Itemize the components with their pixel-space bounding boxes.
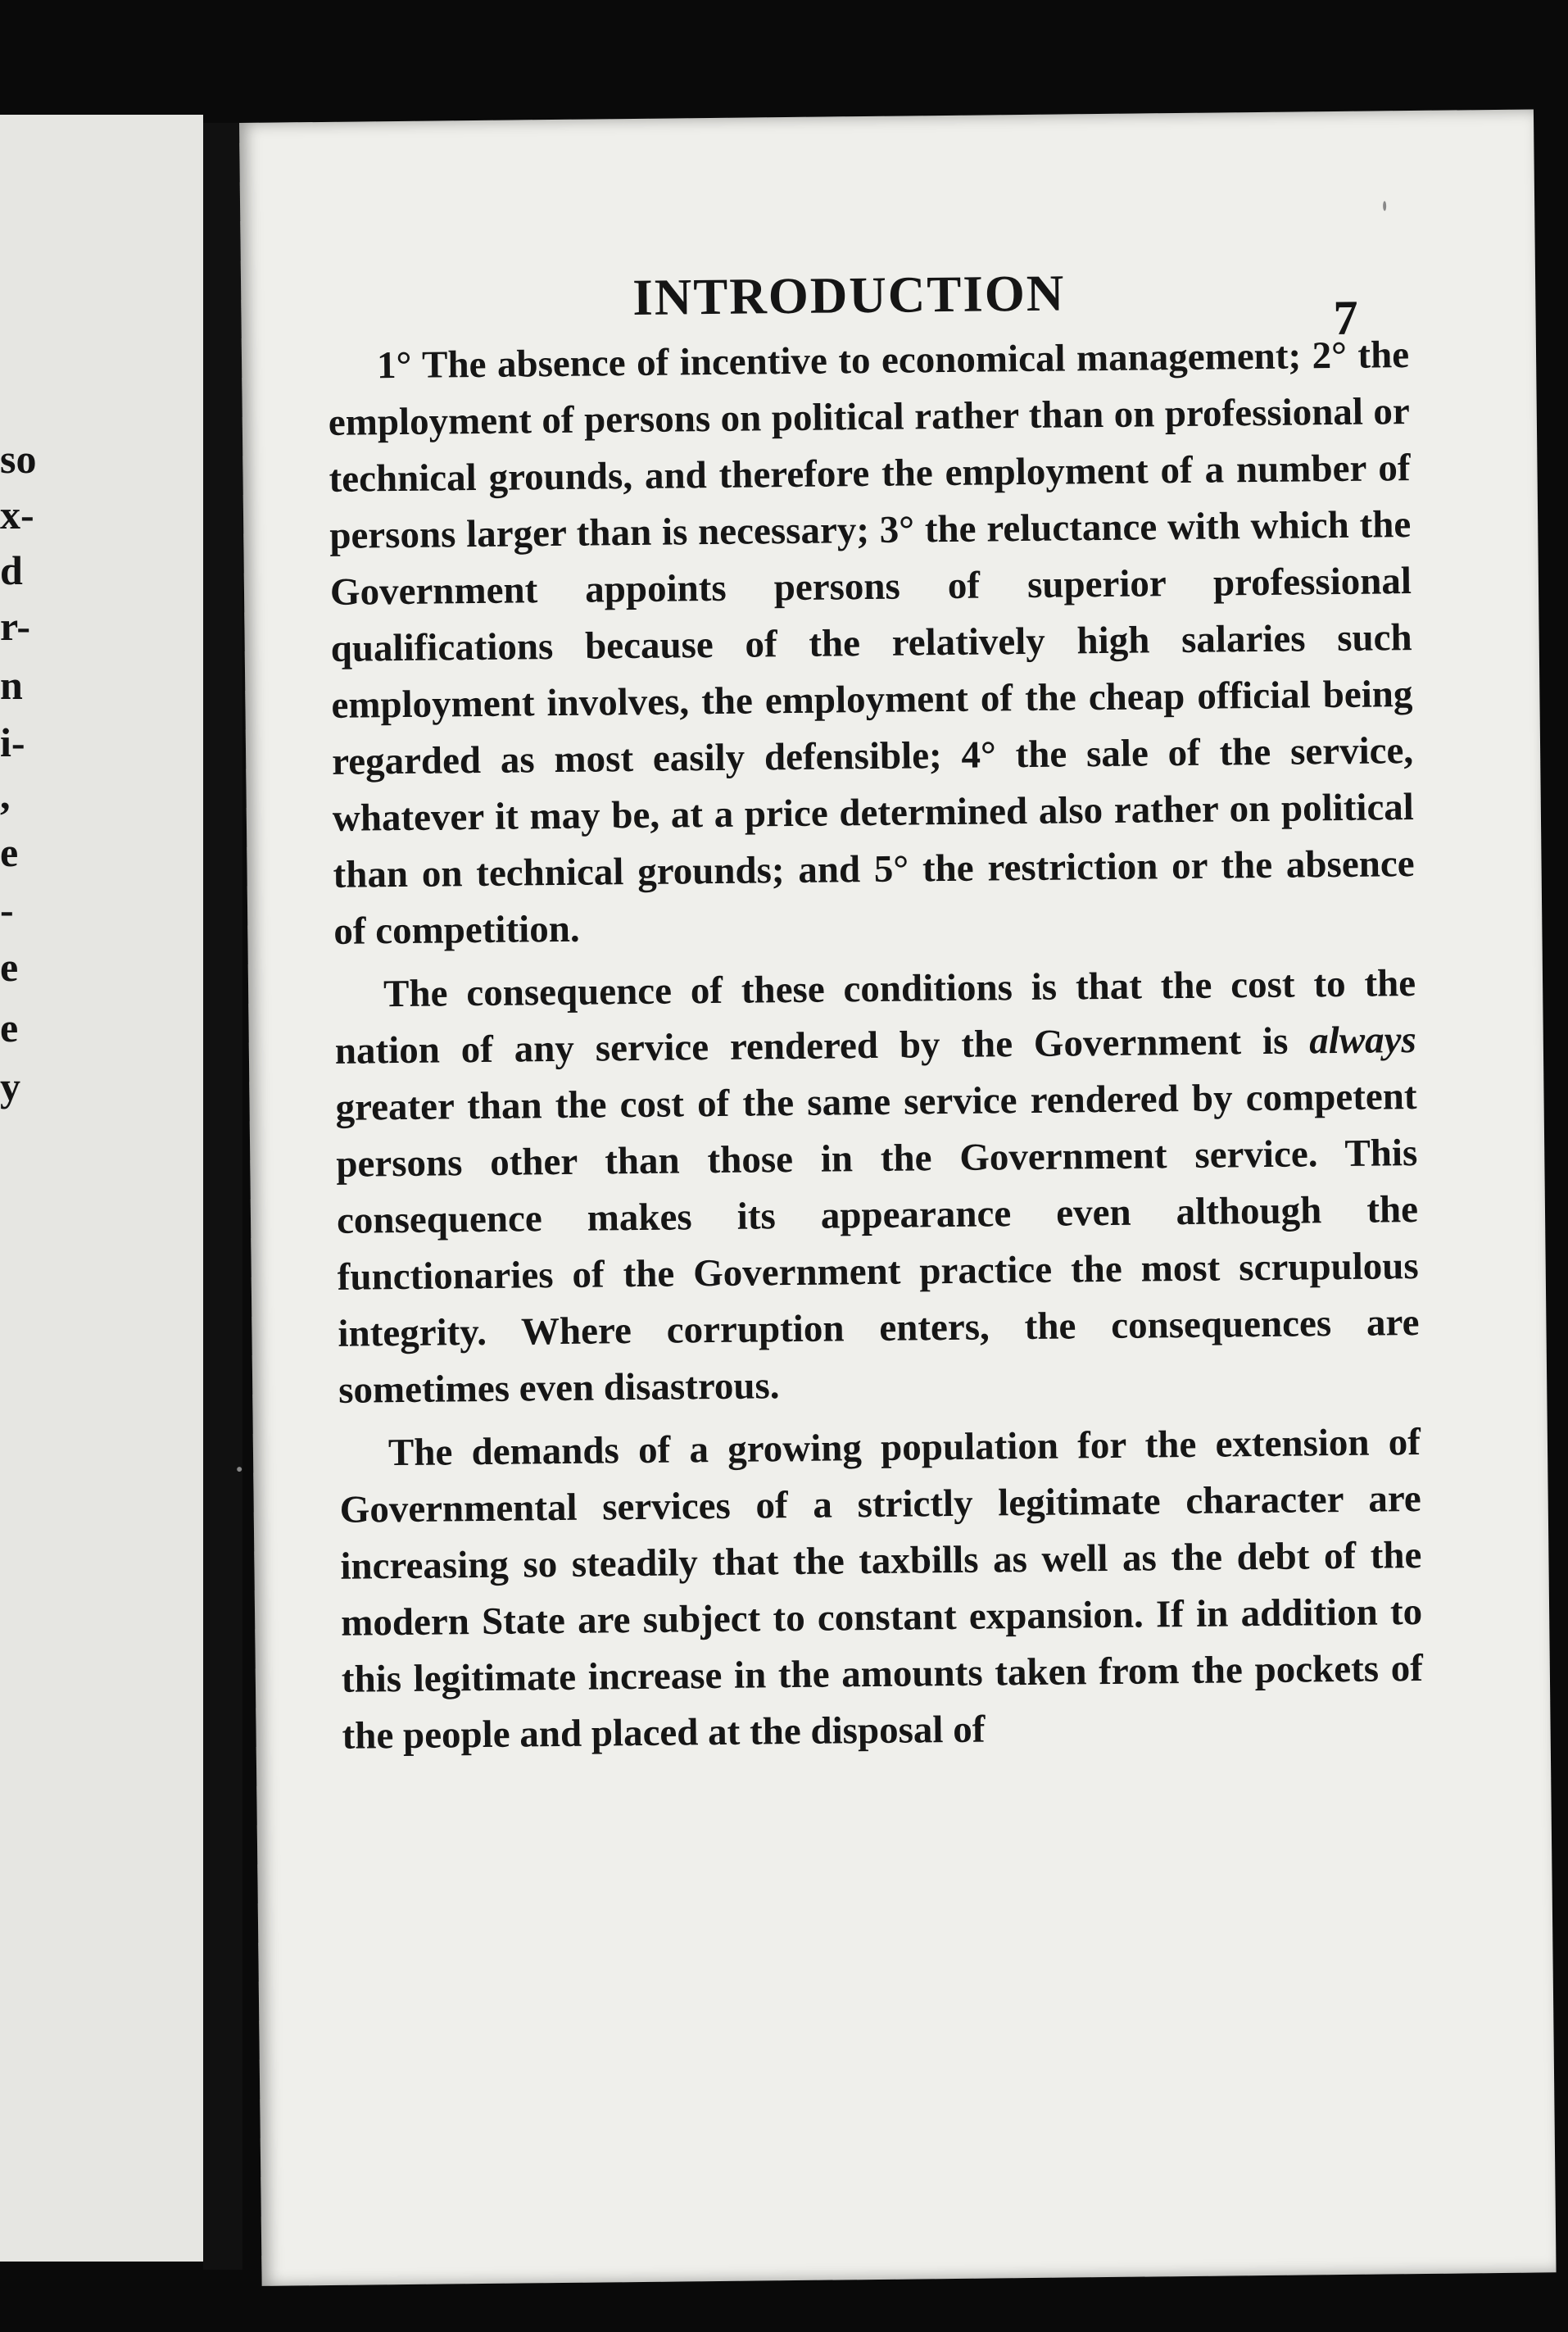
running-head: INTRODUCTION xyxy=(632,264,1066,326)
previous-page-fragment: x- xyxy=(0,492,34,538)
scan-speck xyxy=(1383,201,1386,211)
emphasis-always: always xyxy=(1308,1019,1417,1063)
paragraph-2 xyxy=(334,955,1421,1419)
book-gutter xyxy=(203,123,242,2270)
previous-page-fragment: n xyxy=(0,662,23,708)
previous-page-edge xyxy=(0,115,203,2262)
paragraph-2-text-start: The consequence of these conditions is that the cost to the nation of any service rendered by the Government is xyxy=(334,962,1416,1073)
previous-page-fragment: r- xyxy=(0,603,30,649)
paragraph-3 xyxy=(339,1414,1424,1765)
paragraph-1-text: 1° The absence of incentive to economical management; 2° the employment of persons on political rather than on professional or technical grounds, and therefore the employment of a number of persons larger than is necessary; 3° the reluctance with which the Government appoints persons of superior professional qualifications because of the relatively high salaries such employment involves, the employment of the cheap official being regarded as most easily defensible; 4° the sale of the service, whatever it may be, at a price determined also rather on political than on technical grounds; and 5° the restriction or the absence of competition. xyxy=(328,333,1415,953)
previous-page-fragment: e xyxy=(0,829,19,875)
previous-page-fragment: , xyxy=(0,772,11,818)
previous-page-fragment: i- xyxy=(0,719,25,765)
previous-page-fragment: d xyxy=(0,547,23,593)
paragraph-1 xyxy=(328,327,1416,960)
previous-page-fragment: e xyxy=(0,1005,19,1050)
previous-page-fragment: - xyxy=(0,887,14,932)
previous-page-fragment: y xyxy=(0,1064,20,1109)
paragraph-3-text: The demands of a growing population for the extension of Governmental services of a strictly legitimate character are increasing so steadily that the taxbills as well as the debt of the modern State are subject to constant expansion. If in addition to this legitimate increase in the amounts taken from the pockets of the people and placed at the disposal of xyxy=(339,1420,1424,1758)
scan-speck xyxy=(237,1467,242,1472)
previous-page-fragment: e xyxy=(0,944,19,990)
paragraph-2-text-end: greater than the cost of the same service rendered by competent persons other than those in the Government service. This consequence makes its appearance even although the functionaries of the Government practice the most scrupulous integrity. Where corruption enters, the consequences are sometimes even disastrous. xyxy=(335,1075,1420,1412)
page-number: 7 xyxy=(1333,290,1358,346)
previous-page-fragment: so xyxy=(0,436,37,482)
body-text xyxy=(328,327,1424,1772)
book-page xyxy=(239,109,1557,2285)
